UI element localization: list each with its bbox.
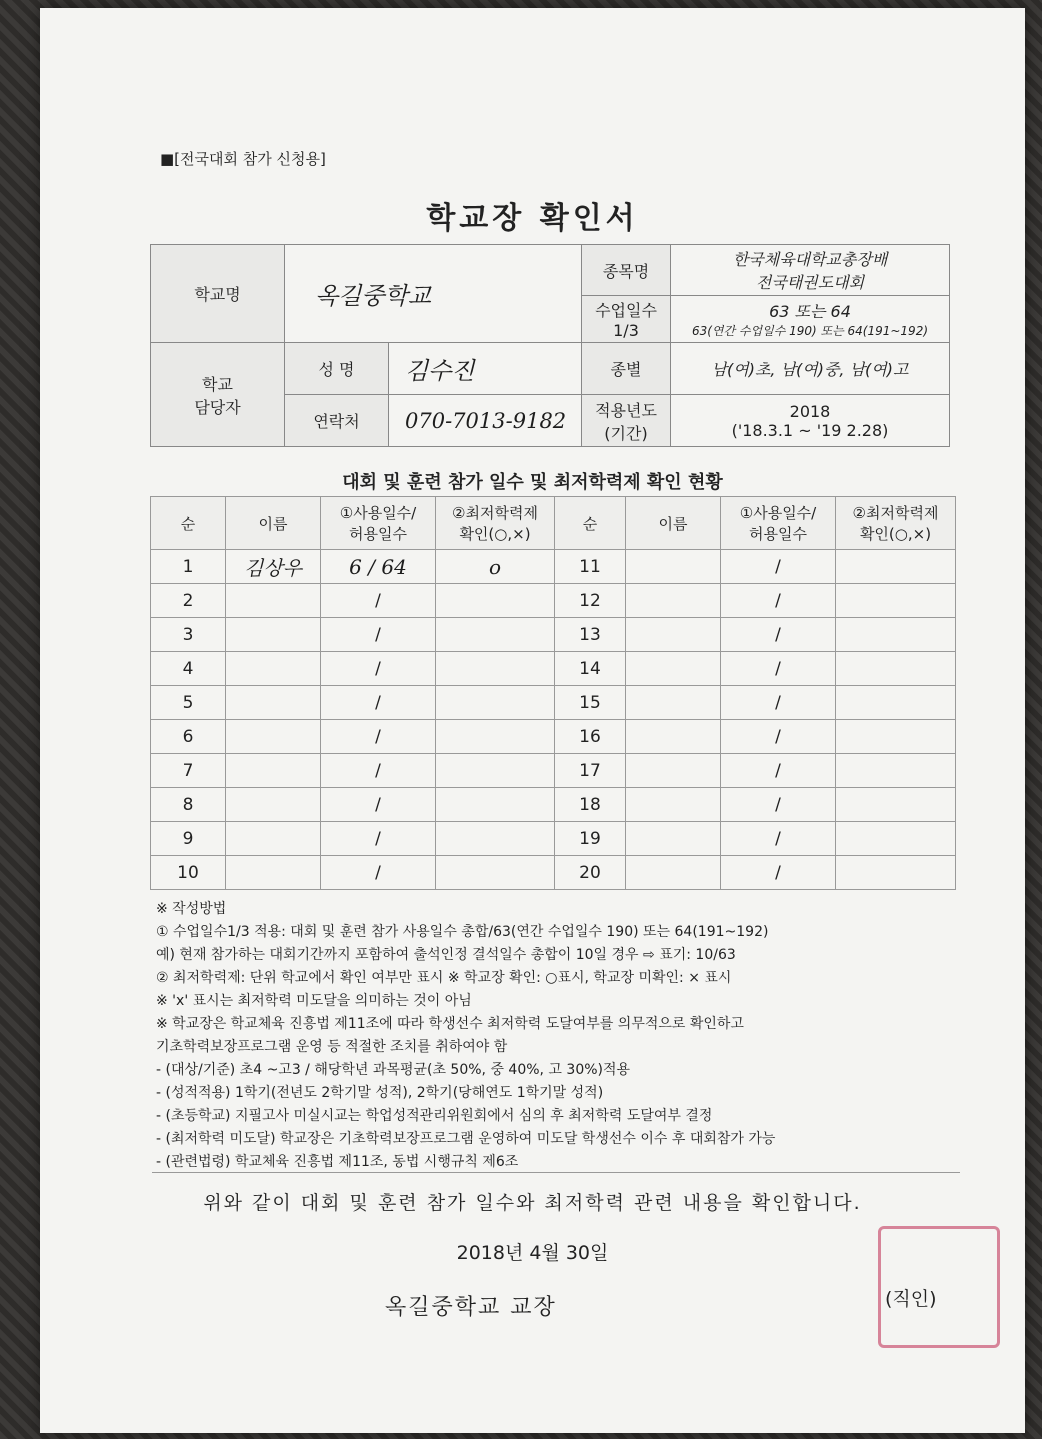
seal-mark: (직인): [885, 1288, 937, 1310]
days-label: [582, 296, 671, 343]
header-name: 이름: [226, 497, 321, 550]
year-label-line1: 적용년도: [595, 400, 657, 420]
year-label-line2: (기간): [604, 423, 648, 443]
row-used-right: /: [721, 686, 836, 720]
row-no-right: 18: [555, 788, 626, 822]
row-used-right: /: [721, 618, 836, 652]
table-row: [151, 720, 956, 754]
row-no: 1: [151, 550, 226, 584]
row-name: [226, 856, 321, 890]
row-name-right: [626, 720, 721, 754]
days-value: [671, 296, 950, 343]
gender-value: 남(여)초, 남(여)중, 남(여)고: [671, 343, 950, 395]
manager-label: [151, 343, 285, 447]
header-name-right: 이름: [626, 497, 721, 550]
row-no-right: 17: [555, 754, 626, 788]
row-used-right: /: [721, 822, 836, 856]
row-used: /: [321, 618, 436, 652]
manager-label-line1: 학교: [202, 374, 233, 394]
row-min: [436, 686, 555, 720]
note-line: ※ 작성방법: [156, 901, 227, 917]
table-row: [151, 584, 956, 618]
row-no-right: 11: [555, 550, 626, 584]
row-min: [436, 856, 555, 890]
row-name: [226, 720, 321, 754]
row-min: [436, 822, 555, 856]
document-title: 학교장 확인서: [426, 201, 639, 236]
table-header-row: [151, 497, 956, 550]
table-row: [151, 788, 956, 822]
row-no: 5: [151, 686, 226, 720]
header-seq-right: 순: [555, 497, 626, 550]
row-min: [436, 652, 555, 686]
note-line: 기초학력보장프로그램 운영 등 적절한 조치를 취하여야 함: [156, 1039, 508, 1055]
row-name-right: [626, 754, 721, 788]
days-label-line2: 1/3: [613, 321, 639, 340]
table-row: [151, 652, 956, 686]
header-min-right: [836, 497, 956, 550]
row-min: [436, 584, 555, 618]
row-used-right: /: [721, 754, 836, 788]
year-label: [582, 395, 671, 447]
note-line: - (초등학교) 지필고사 미실시교는 학업성적관리위원회에서 심의 후 최저학력 도달여부 결정: [156, 1108, 713, 1124]
row-no: 4: [151, 652, 226, 686]
note-line: - (관련법령) 학교체육 진흥법 제11조, 동법 시행규칙 제6조: [156, 1154, 519, 1170]
row-min: [436, 720, 555, 754]
row-no: 10: [151, 856, 226, 890]
table-row: [151, 550, 956, 584]
row-min-right: [836, 822, 956, 856]
row-min: [436, 754, 555, 788]
row-name: [226, 822, 321, 856]
table-row: [151, 754, 956, 788]
row-min: o: [436, 550, 555, 584]
row-no-right: 12: [555, 584, 626, 618]
days-label-line1: 수업일수: [595, 301, 657, 320]
note-line: - (성적적용) 1학기(전년도 2학기말 성적), 2학기(당해연도 1학기말 성적): [156, 1085, 604, 1101]
gender-label: 종별: [582, 343, 671, 395]
note-line: 예) 현재 참가하는 대회기간까지 포함하여 출석인정 결석일수 총합이 10일 경우 ⇨ 표기: 10/63: [156, 947, 736, 963]
row-used-right: /: [721, 584, 836, 618]
school-label: 학교명: [151, 245, 285, 343]
row-no: 6: [151, 720, 226, 754]
row-no-right: 15: [555, 686, 626, 720]
row-used-right: /: [721, 652, 836, 686]
note-line: ※ 'x' 표시는 최저학력 미도달을 의미하는 것이 아님: [156, 993, 472, 1009]
row-name: [226, 754, 321, 788]
row-used-right: /: [721, 856, 836, 890]
row-no: 8: [151, 788, 226, 822]
section-subtitle: 대회 및 훈련 참가 일수 및 최저학력제 확인 현황: [342, 472, 723, 493]
note-line: ② 최저학력제: 단위 학교에서 확인 여부만 표시 ※ 학교장 확인: ○표시, 학교장 미확인: × 표시: [156, 970, 732, 986]
header-seq: 순: [151, 497, 226, 550]
row-name: [226, 788, 321, 822]
confirmation-statement: 위와 같이 대회 및 훈련 참가 일수와 최저학력 관련 내용을 확인합니다.: [203, 1192, 862, 1214]
row-name: [226, 584, 321, 618]
row-no-right: 14: [555, 652, 626, 686]
table-row: [151, 856, 956, 890]
event-value-line2: 전국태권도대회: [755, 273, 865, 292]
note-line: - (최저학력 미도달) 학교장은 기초학력보장프로그램 운영하여 미도달 학생선수 이수 후 대회참가 가능: [156, 1131, 776, 1147]
row-name: [226, 652, 321, 686]
row-min-right: [836, 856, 956, 890]
row-used-right: /: [721, 550, 836, 584]
row-no: 9: [151, 822, 226, 856]
days-value-line2: 63(연간 수업일수 190) 또는 64(191~192): [691, 324, 929, 338]
row-used: /: [321, 686, 436, 720]
row-no: 7: [151, 754, 226, 788]
row-no: 3: [151, 618, 226, 652]
manager-label-line2: 담당자: [194, 397, 241, 417]
row-no-right: 13: [555, 618, 626, 652]
row-name: 김상우: [226, 550, 321, 584]
row-no: 2: [151, 584, 226, 618]
row-min-right: [836, 550, 956, 584]
row-used: /: [321, 822, 436, 856]
row-used-right: /: [721, 720, 836, 754]
row-min: [436, 618, 555, 652]
row-name-right: [626, 788, 721, 822]
row-min-right: [836, 584, 956, 618]
header-used: [321, 497, 436, 550]
event-label: 종목명: [582, 245, 671, 296]
divider: [152, 1172, 960, 1173]
row-name: [226, 686, 321, 720]
row-name-right: [626, 584, 721, 618]
row-used: /: [321, 584, 436, 618]
header-used-right: [721, 497, 836, 550]
row-min-right: [836, 754, 956, 788]
row-used: /: [321, 754, 436, 788]
note-line: - (대상/기준) 초4 ~고3 / 해당학년 과목평균(초 50%, 중 40%, 고 30%)적용: [156, 1062, 631, 1078]
row-min: [436, 788, 555, 822]
row-name-right: [626, 550, 721, 584]
header-used-line1: ①사용일수/: [339, 504, 417, 522]
row-no-right: 20: [555, 856, 626, 890]
days-value-line1: 63 또는 64: [769, 302, 851, 321]
table-row: [151, 822, 956, 856]
header-min-right-line2: 확인(○,×): [859, 525, 932, 543]
header-min-line2: 확인(○,×): [459, 525, 531, 543]
document-page: [40, 8, 1025, 1433]
event-value-line1: 한국체육대학교총장배: [732, 250, 888, 269]
row-min-right: [836, 686, 956, 720]
row-name-right: [626, 618, 721, 652]
row-min-right: [836, 652, 956, 686]
row-name-right: [626, 686, 721, 720]
year-value-line2: ('18.3.1 ~ '19 2.28): [731, 420, 889, 440]
contact-label: 연락처: [285, 395, 389, 447]
table-row: [151, 618, 956, 652]
principal-line: 옥길중학교 교장: [385, 1295, 557, 1320]
row-used: /: [321, 856, 436, 890]
school-value: 옥길중학교: [285, 245, 582, 343]
year-value: [671, 395, 950, 447]
row-min-right: [836, 618, 956, 652]
contact-value: 070-7013-9182: [389, 395, 582, 447]
row-name-right: [626, 652, 721, 686]
note-line: ① 수업일수1/3 적용: 대회 및 훈련 참가 사용일수 총합/63(연간 수업일수 190) 또는 64(191~192): [156, 924, 769, 940]
row-used: /: [321, 652, 436, 686]
row-min-right: [836, 720, 956, 754]
event-value: [671, 245, 950, 296]
header-min: [436, 497, 555, 550]
row-no-right: 16: [555, 720, 626, 754]
table-row: [151, 686, 956, 720]
row-used: /: [321, 720, 436, 754]
header-used-right-line1: ①사용일수/: [739, 504, 817, 522]
header-min-line1: ②최저학력제: [452, 504, 538, 522]
issue-date: 2018년 4월 30일: [456, 1242, 609, 1264]
row-name-right: [626, 856, 721, 890]
header-min-right-line1: ②최저학력제: [852, 504, 939, 522]
header-used-right-line2: 허용일수: [749, 525, 807, 543]
row-used: /: [321, 788, 436, 822]
info-table: [150, 244, 950, 447]
note-line: ※ 학교장은 학교체육 진흥법 제11조에 따라 학생선수 최저학력 도달여부를 의무적으로 확인하고: [156, 1016, 744, 1032]
row-used: 6 / 64: [321, 550, 436, 584]
form-tag: ■[전국대회 참가 신청용]: [160, 150, 326, 168]
row-name: [226, 618, 321, 652]
name-label: 성 명: [285, 343, 389, 395]
header-used-line2: 허용일수: [349, 525, 407, 543]
row-name-right: [626, 822, 721, 856]
row-used-right: /: [721, 788, 836, 822]
writing-instructions: [156, 898, 966, 1174]
name-value: 김수진: [389, 343, 582, 395]
row-min-right: [836, 788, 956, 822]
year-value-line1: 2018: [789, 401, 831, 421]
participation-table: [150, 496, 956, 890]
row-no-right: 19: [555, 822, 626, 856]
